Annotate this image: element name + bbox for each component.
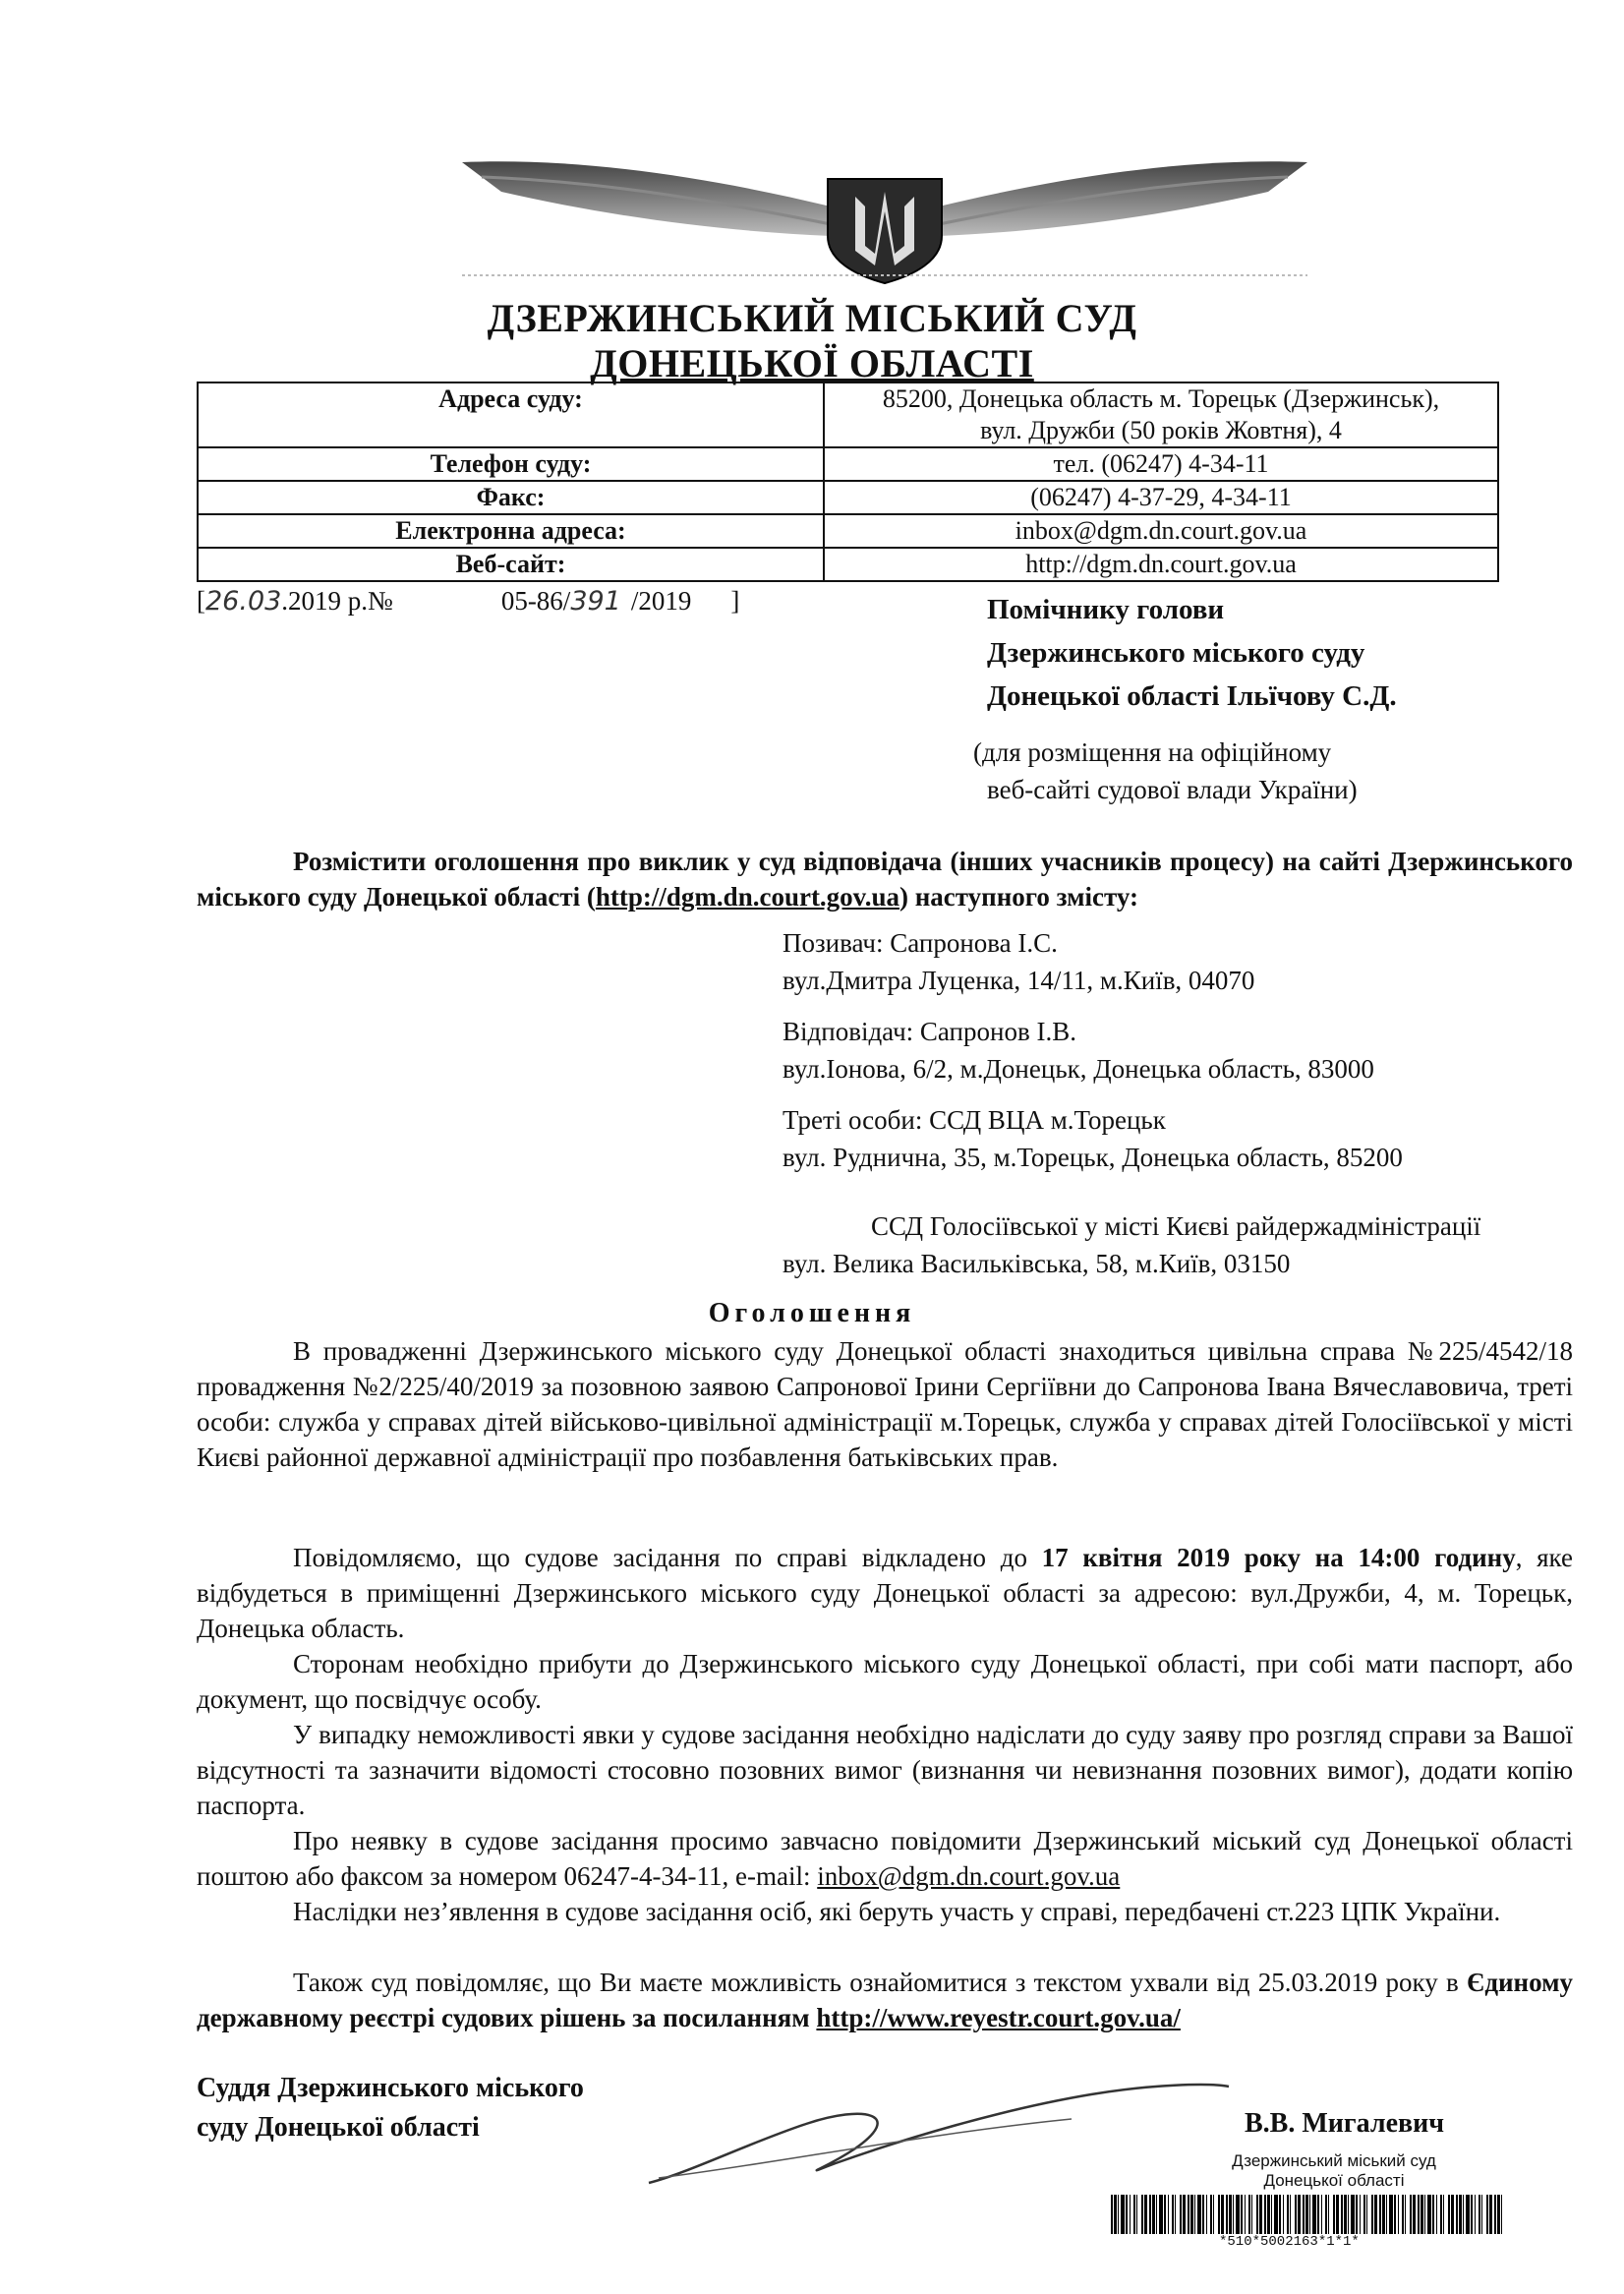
contact-row-website <box>198 548 1498 581</box>
barcode-bar <box>1443 2195 1444 2234</box>
announcement-paragraph-7: Також суд повідомляє, що Ви маєте можливість ознайомитися з текстом ухвали від 25.03.2019 року в Єдиному державному реєстрі судових рішень за посиланням http://www.reyestr.court.gov.ua/ <box>197 1968 1573 2032</box>
barcode-bar <box>1248 2195 1250 2234</box>
barcode-bar <box>1382 2195 1385 2234</box>
barcode-bar <box>1456 2195 1458 2234</box>
barcode-bar <box>1256 2195 1258 2234</box>
barcode-bar <box>1126 2195 1128 2234</box>
barcode-bar <box>1348 2195 1349 2234</box>
barcode-bar <box>1121 2195 1125 2234</box>
reference-number-prefix: 05-86/ <box>500 586 571 616</box>
barcode-bar <box>1279 2195 1281 2234</box>
barcode-bar <box>1336 2195 1339 2234</box>
contact-label: Електронна адреса: <box>198 514 824 548</box>
barcode-bar <box>1344 2195 1347 2234</box>
barcode-bar <box>1218 2195 1220 2234</box>
barcode-bar <box>1202 2195 1204 2234</box>
barcode-bar <box>1274 2195 1278 2234</box>
barcode-bar <box>1363 2195 1365 2234</box>
note-line1: (для розміщення на офіційному <box>973 737 1332 767</box>
contact-label: Факс: <box>198 481 824 514</box>
barcode-bar <box>1194 2195 1195 2234</box>
barcode-bar <box>1466 2195 1470 2234</box>
barcode-bar <box>1494 2195 1496 2234</box>
contact-value: inbox@dgm.dn.court.gov.ua <box>824 514 1498 548</box>
party-line1: Відповідач: Сапронов І.В. <box>783 1017 1076 1046</box>
barcode-bar <box>1421 2195 1423 2234</box>
registry-stamp: Дзержинський міський суд Донецької області <box>1232 2151 1436 2190</box>
barcode-bar <box>1271 2195 1272 2234</box>
party-defendant <box>783 1013 1374 1088</box>
judge-title: Суддя Дзержинського міського суду Донецької області <box>197 2073 584 2143</box>
barcode-bar <box>1210 2195 1212 2234</box>
barcode-bar <box>1221 2195 1224 2234</box>
barcode-bar <box>1118 2195 1119 2234</box>
barcode-bar <box>1283 2195 1284 2234</box>
barcode-bar <box>1264 2195 1266 2234</box>
announcement-paragraph-1: В провадженні Дзержинського міського суду Донецької області знаходиться цивільна справа №225/4542/18 провадження №2/225/40/2019 за позовною заявою Сапронової Ірини Сергіївни до Сапронова Івана Вячеславовича, треті особи: служба у справах дітей військово-цивільної адміністрації м.Торецьк, служба у справах дітей Голосіївської у місті Києві районної державної адміністрації про позбавлення батьківських прав. <box>197 1336 1573 1472</box>
party-line1: ССД Голосіївської у місті Києві райдержадміністрації <box>871 1211 1481 1241</box>
barcode-bar <box>1144 2195 1147 2234</box>
request-text-before: Розмістити оголошення про виклик у суд відповідача (інших учасників процесу) на сайті Дзержинського міського суду Донецької області ( <box>197 847 1573 912</box>
announcement-paragraph-5: Про неявку в судове засідання просимо завчасно повідомити Дзержинський міський суд Донецької області поштою або факсом за номером 06247-4-34-11, e-mail: inbox@dgm.dn.court.gov.ua <box>197 1826 1573 1891</box>
barcode-bar <box>1328 2195 1329 2234</box>
barcode-bar <box>1303 2195 1305 2234</box>
barcode-bar <box>1374 2195 1377 2234</box>
outgoing-reference: [26.03.2019 р.№ 05-86/391 /2019 ] <box>197 586 740 617</box>
barcode-bar <box>1418 2195 1420 2234</box>
barcode-bar <box>1168 2195 1169 2234</box>
recipient-line2: Дзержинського міського суду <box>987 637 1365 669</box>
barcode-bar <box>1398 2195 1399 2234</box>
barcode-bar <box>1233 2195 1234 2234</box>
recipient-line3: Донецької області Ільїчову С.Д. <box>987 680 1397 712</box>
announcement-heading: Оголошення <box>708 1298 916 1328</box>
barcode-bar <box>1333 2195 1335 2234</box>
barcode-bar <box>1295 2195 1297 2234</box>
court-emblem-logo <box>462 138 1307 285</box>
barcode-bar <box>1245 2195 1246 2234</box>
barcode-bar <box>1229 2195 1232 2234</box>
barcode-bar <box>1152 2195 1155 2234</box>
reference-date-handwritten: 26.03 <box>205 586 282 617</box>
barcode-bar <box>1305 2195 1308 2234</box>
barcode-bar <box>1486 2195 1488 2234</box>
party-line2: вул. Велика Васильківська, 58, м.Київ, 03150 <box>783 1249 1291 1278</box>
barcode-bar <box>1180 2195 1182 2234</box>
barcode-bar <box>1389 2195 1393 2234</box>
barcode-bar <box>1114 2195 1117 2234</box>
barcode-bar <box>1159 2195 1163 2234</box>
reference-number-suffix: /2019 <box>630 586 692 616</box>
barcode-bar <box>1251 2195 1252 2234</box>
barcode-bar <box>1371 2195 1373 2234</box>
barcode-bar <box>1226 2195 1228 2234</box>
barcode-bar <box>1312 2195 1316 2234</box>
barcode-bar <box>1436 2195 1437 2234</box>
barcode-bar <box>1410 2195 1412 2234</box>
barcode-bar <box>1259 2195 1262 2234</box>
court-name-line1: ДЗЕРЖИНСЬКИЙ МІСЬКИЙ СУД <box>487 296 1137 340</box>
barcode-bar <box>1130 2195 1131 2234</box>
barcode-bar <box>1351 2195 1355 2234</box>
announcement-paragraph-6: Наслідки нез’явлення в судове засідання осіб, які беруть участь у справі, передбачені ст.223 ЦПК України. <box>293 1897 1501 1926</box>
announcement-paragraph-3: Сторонам необхідно прибути до Дзержинського міського суду Донецької області, при собі мати паспорт, або документ, що посвідчує особу. <box>197 1649 1573 1714</box>
barcode-bar <box>1405 2195 1406 2234</box>
party-plaintiff <box>783 924 1254 999</box>
handwritten-signature <box>629 2075 1239 2193</box>
address-line1: 85200, Донецька область м. Торецьк (Дзержинськ), <box>882 384 1440 413</box>
barcode-bar <box>1424 2195 1425 2234</box>
barcode-bar <box>1325 2195 1327 2234</box>
barcode-bar <box>1459 2195 1462 2234</box>
party-line2: вул. Руднична, 35, м.Торецьк, Донецька область, 85200 <box>783 1143 1403 1172</box>
barcode-bar <box>1164 2195 1166 2234</box>
barcode-bar <box>1190 2195 1193 2234</box>
party-third-1 <box>783 1101 1403 1176</box>
court-email-link[interactable]: inbox@dgm.dn.court.gov.ua <box>817 1861 1121 1891</box>
party-line1: Треті особи: ССД ВЦА м.Торецьк <box>783 1105 1166 1135</box>
barcode-bar <box>1111 2195 1113 2234</box>
announcement-paragraph-4: У випадку неможливості явки у судове засідання необхідно надіслати до суду заяву про розгляд справи за Вашої відсутності та зазначити відомості стосовно позовних вимог (визнання чи невизнання позовних вимог), додати копію паспорта. <box>197 1720 1573 1820</box>
contact-label: Адреса суду: <box>198 382 824 447</box>
barcode-bar <box>1267 2195 1270 2234</box>
contact-label: Веб-сайт: <box>198 548 824 581</box>
barcode-bar <box>1497 2195 1500 2234</box>
barcode-bar <box>1471 2195 1473 2234</box>
barcode-bar <box>1501 2195 1502 2234</box>
barcode-bar <box>1298 2195 1301 2234</box>
note-line2: веб-сайті судової влади України) <box>987 775 1358 804</box>
barcode-bar <box>1440 2195 1442 2234</box>
registry-link[interactable]: http://www.reyestr.court.gov.ua/ <box>816 2003 1181 2032</box>
barcode-bar <box>1448 2195 1450 2234</box>
hearing-datetime: 17 квітня 2019 року на 14:00 годину <box>1041 1543 1516 1572</box>
contact-row-phone <box>198 447 1498 481</box>
barcode-bar <box>1197 2195 1201 2234</box>
reference-number-handwritten: 391 <box>570 586 621 617</box>
barcode-bar <box>1366 2195 1367 2234</box>
barcode-bar <box>1356 2195 1358 2234</box>
contact-value <box>824 382 1498 447</box>
barcode-bar <box>1475 2195 1476 2234</box>
barcode-bar <box>1183 2195 1186 2234</box>
contact-value: (06247) 4-37-29, 4-34-11 <box>824 481 1498 514</box>
barcode-bar <box>1394 2195 1396 2234</box>
barcode-bar <box>1341 2195 1343 2234</box>
barcode-bar <box>1290 2195 1291 2234</box>
barcode-bar <box>1479 2195 1480 2234</box>
recipient-block <box>987 588 1397 718</box>
barcode-number: *510*5002163*1*1* <box>1219 2234 1360 2250</box>
barcode-bar <box>1386 2195 1387 2234</box>
barcode-bar <box>1236 2195 1240 2234</box>
document-barcode <box>1111 2195 1504 2234</box>
barcode-bar <box>1241 2195 1243 2234</box>
barcode-bar <box>1309 2195 1310 2234</box>
barcode-bar <box>1156 2195 1157 2234</box>
barcode-bar <box>1379 2195 1381 2234</box>
barcode-bar <box>1413 2195 1416 2234</box>
contact-row-address <box>198 382 1498 447</box>
court-name-line2: ДОНЕЦЬКОЇ ОБЛАСТІ <box>590 341 1034 385</box>
barcode-bar <box>1481 2195 1482 2234</box>
contact-value: http://dgm.dn.court.gov.ua <box>824 548 1498 581</box>
barcode-bar <box>1321 2195 1322 2234</box>
barcode-bar <box>1136 2195 1137 2234</box>
party-third-2 <box>783 1207 1480 1282</box>
address-line2: вул. Дружби (50 років Жовтня), 4 <box>980 416 1342 444</box>
party-line1: Позивач: Сапронова І.С. <box>783 928 1058 958</box>
announcement-paragraph-2: Повідомляємо, що судове засідання по справі відкладено до 17 квітня 2019 року на 14:00 годину, яке відбудеться в приміщенні Дзержинського міського суду Донецької області за адресою: вул.Дружби, 4, м. Торецьк, Донецька область. <box>197 1543 1573 1643</box>
barcode-bar <box>1360 2195 1361 2234</box>
barcode-bar <box>1402 2195 1404 2234</box>
publication-note <box>973 734 1358 808</box>
barcode-bar <box>1213 2195 1214 2234</box>
request-text-after: ) наступного змісту: <box>899 882 1138 912</box>
barcode-bar <box>1451 2195 1454 2234</box>
barcode-bar <box>1287 2195 1289 2234</box>
contact-value: тел. (06247) 4-34-11 <box>824 447 1498 481</box>
barcode-bar <box>1175 2195 1176 2234</box>
judge-name: В.В. Мигалевич <box>1245 2108 1445 2139</box>
barcode-bar <box>1206 2195 1207 2234</box>
party-line2: вул.Дмитра Луценка, 14/11, м.Київ, 04070 <box>783 966 1255 995</box>
request-link[interactable]: http://dgm.dn.court.gov.ua <box>595 882 899 912</box>
barcode-bar <box>1133 2195 1135 2234</box>
contact-row-email <box>198 514 1498 548</box>
contact-label: Телефон суду: <box>198 447 824 481</box>
barcode-bar <box>1172 2195 1174 2234</box>
barcode-bar <box>1427 2195 1431 2234</box>
contact-row-fax <box>198 481 1498 514</box>
request-paragraph <box>197 844 1573 914</box>
barcode-bar <box>1149 2195 1151 2234</box>
barcode-bar <box>1141 2195 1143 2234</box>
recipient-line1: Помічнику голови <box>987 594 1225 625</box>
reference-date-printed: .2019 р.№ <box>281 586 393 616</box>
barcode-bar <box>1463 2195 1464 2234</box>
court-contacts-table <box>197 382 1499 582</box>
barcode-bar <box>1317 2195 1319 2234</box>
barcode-bar <box>1432 2195 1434 2234</box>
barcode-bar <box>1188 2195 1189 2234</box>
barcode-bar <box>1489 2195 1492 2234</box>
party-line2: вул.Іонова, 6/2, м.Донецьк, Донецька область, 83000 <box>783 1054 1374 1084</box>
